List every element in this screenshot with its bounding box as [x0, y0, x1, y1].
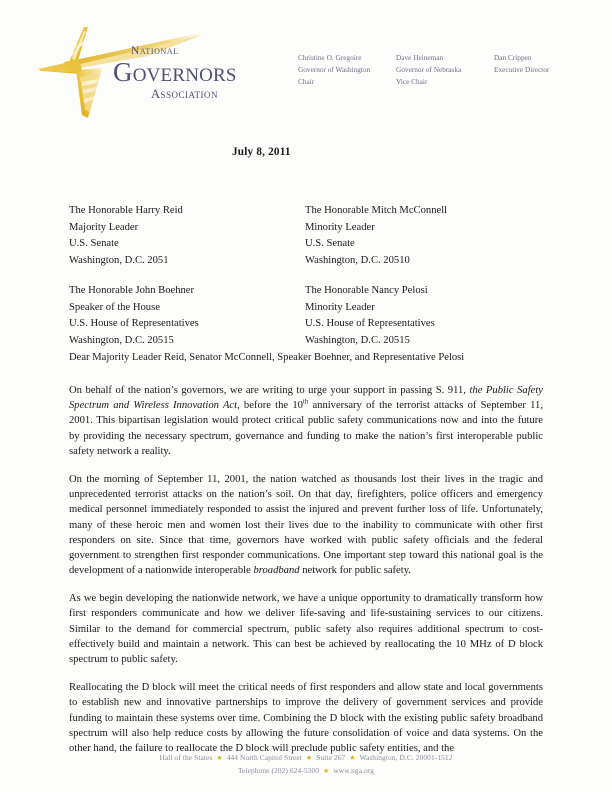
footer-building: Hall of the States [159, 753, 213, 763]
addressee-mitch-mcconnell [305, 203, 541, 270]
addressee-title: Minority Leader [305, 301, 375, 313]
officer-name: Dave Heineman [396, 53, 444, 62]
officer-title: Governor of Nebraska [396, 64, 462, 74]
footer-city-zip: Washington, D.C. 20001-1512 [359, 753, 453, 763]
star-icon: ★ [305, 754, 313, 763]
addressee-nancy-pelosi [305, 283, 541, 350]
paragraph-3: As we begin developing the nationwide network, we have a unique opportunity to dramatically transform how first responders communicate and how we deliver life-saving and life-sustaining services to our citizens. Similar to the demand for commercial spectrum, public safety also requires additional spectrum to cost-effectively build and maintain a network. This can best be achieved by reallocating the 10 MHz of D block spectrum to public safety. [69, 593, 543, 665]
p1-text-a: On behalf of the nation’s governors, we are writing to urge your support in passing S. 911, [69, 385, 470, 396]
addressee-city: Washington, D.C. 20510 [305, 255, 410, 267]
officer-title: Executive Director [494, 64, 550, 74]
addressee-john-boehner [69, 283, 305, 350]
addressee-title: Majority Leader [69, 221, 139, 233]
footer-contact-line [0, 765, 612, 778]
officer-role: Chair [298, 76, 315, 86]
p1-ordinal-suffix: th [302, 398, 309, 406]
paragraph-2 [69, 472, 543, 578]
addressee-chamber: U.S. Senate [305, 238, 355, 250]
star-icon: ★ [216, 754, 223, 763]
wordmark-national: National [131, 45, 179, 57]
nga-logo [28, 22, 268, 122]
p2-broadband-emphasis: broadband [253, 565, 300, 577]
star-icon: ★ [323, 767, 330, 776]
officer-role: Vice Chair [396, 76, 428, 86]
officer-name: Christine O. Gregoire [298, 53, 362, 62]
wordmark-governors: Governors [113, 56, 237, 87]
officer-title: Governor of Washington [298, 64, 371, 74]
officers-list [298, 52, 592, 87]
letterhead-footer [0, 752, 612, 778]
letter-body [69, 383, 543, 756]
addressee-row-senate [69, 203, 541, 270]
footer-telephone: Telephone (202) 624-5300 [237, 766, 320, 776]
addressee-chamber: U.S. Senate [69, 238, 119, 250]
addressee-title: Minority Leader [305, 221, 375, 233]
officer-vice-chair [396, 52, 494, 87]
letterhead [0, 0, 612, 130]
addressee-city: Washington, D.C. 20515 [305, 335, 410, 347]
paragraph-4: Reallocating the D block will meet the critical needs of first responders and allow state and local governments to establish new and innovative partnerships to improve the delivery of government services and provide funding to maintain these systems over time. Combining the D block with the existing public safety broadband spectrum will also help reduce costs by allowing the future consolidation of voice and data systems. On the other hand, the failure to reallocate the D block will preclude public safety entities, and the [69, 682, 543, 754]
addressee-city: Washington, D.C. 20515 [69, 335, 174, 347]
addressee-name: The Honorable Mitch McConnell [305, 205, 448, 216]
footer-website[interactable]: www.nga.org [333, 766, 375, 776]
officer-chair [298, 52, 396, 87]
addressee-blocks [69, 203, 541, 363]
addressee-name: The Honorable Harry Reid [69, 205, 183, 216]
salutation: Dear Majority Leader Reid, Senator McConnell, Speaker Boehner, and Representative Pelosi [69, 352, 465, 363]
addressee-row-house [69, 283, 541, 350]
letter-date: July 8, 2011 [232, 146, 291, 158]
addressee-title: Speaker of the House [69, 301, 160, 313]
p2-text-b: network for public safety. [299, 565, 411, 577]
wordmark-association: Association [151, 86, 219, 101]
addressee-harry-reid [69, 203, 305, 270]
officer-executive-director [494, 52, 592, 87]
footer-street: 444 North Capitol Street [226, 753, 302, 763]
addressee-chamber: U.S. House of Representatives [69, 318, 199, 330]
p1-text-b: , before the 10 [237, 400, 303, 412]
p1-text-c: anniversary of the terrorist attacks of September 11, 2001. This bipartisan legislation would protect critical public safety communications now and into the future by providing the necessary spectrum, governance and funding to make the nation’s first interoperable public safety network a reality. [69, 400, 544, 457]
nga-wordmark [113, 46, 263, 100]
addressee-name: The Honorable John Boehner [69, 284, 195, 296]
star-icon: ★ [349, 754, 356, 763]
addressee-chamber: U.S. House of Representatives [305, 318, 435, 330]
paragraph-1 [69, 383, 543, 459]
addressee-city: Washington, D.C. 2051 [69, 255, 169, 267]
footer-suite: Suite 267 [316, 753, 346, 763]
footer-address-line [0, 752, 612, 765]
addressee-name: The Honorable Nancy Pelosi [305, 284, 428, 296]
p2-text-a: On the morning of September 11, 2001, the nation watched as thousands lost their lives in the tragic and unprecedented terrorist attacks on the nation’s soil. On that day, firefighters, police officers and emergency medical personnel immediately responded to assist the injured and prevent further loss of life. Unfortunately, many of these heroic men and women lost their lives due to the inability to communicate with other first responders on site. Since that time, governors have worked with public safety officials and the federal government to strengthen first responder communications. One important step toward this national goal is the development of a nationwide interoperable [69, 473, 543, 577]
p1-act-title: the Public Safety Spectrum and Wireless Innovation Act [69, 385, 543, 412]
officer-name: Dan Crippen [494, 53, 532, 62]
